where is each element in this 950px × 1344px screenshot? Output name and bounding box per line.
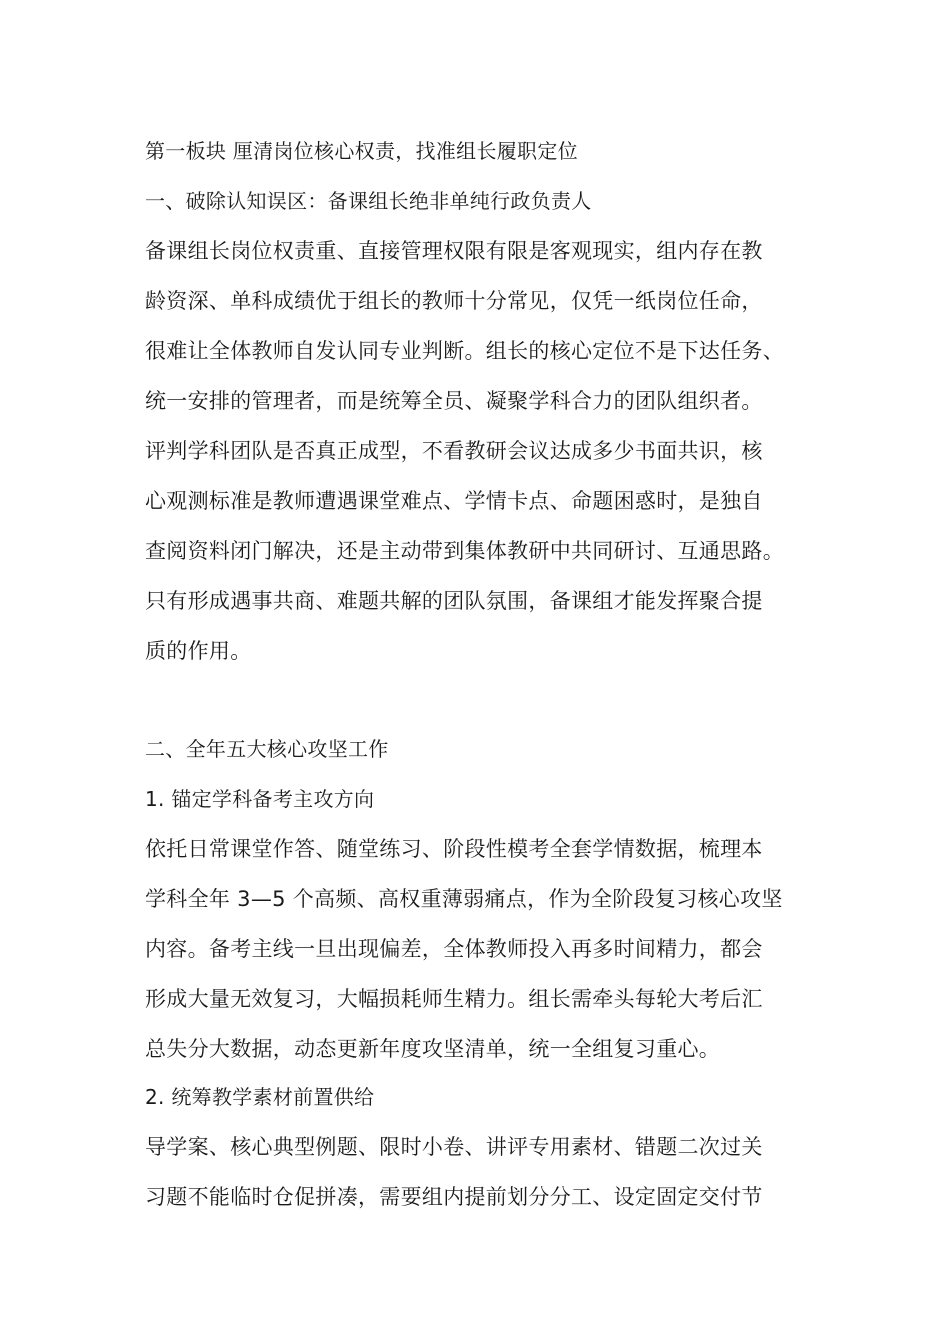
paragraph-line: 心观测标准是教师遭遇课堂难点、学情卡点、命题困惑时，是独自 xyxy=(145,489,763,513)
paragraph-line: 备课组长岗位权责重、直接管理权限有限是客观现实，组内存在教 xyxy=(145,239,763,263)
paragraph-line: 评判学科团队是否真正成型，不看教研会议达成多少书面共识，核 xyxy=(145,439,763,463)
paragraph-line: 质的作用。 xyxy=(145,639,252,663)
paragraph-line: 总失分大数据，动态更新年度攻坚清单，统一全组复习重心。 xyxy=(145,1037,721,1061)
paragraph-line: 习题不能临时仓促拼凑，需要组内提前划分分工、设定固定交付节 xyxy=(145,1185,763,1209)
paragraph-line: 学科全年 3—5 个高频、高权重薄弱痛点，作为全阶段复习核心攻坚 xyxy=(145,887,783,911)
paragraph-line: 查阅资料闭门解决，还是主动带到集体教研中共同研讨、互通思路。 xyxy=(145,539,784,563)
item-1-title: 1. 锚定学科备考主攻方向 xyxy=(145,787,375,811)
section-title: 第一板块 厘清岗位核心权责，找准组长履职定位 xyxy=(145,139,578,163)
paragraph-line: 内容。备考主线一旦出现偏差，全体教师投入再多时间精力，都会 xyxy=(145,937,763,961)
paragraph-line: 只有形成遇事共商、难题共解的团队氛围，备课组才能发挥聚合提 xyxy=(145,589,763,613)
paragraph-line: 龄资深、单科成绩优于组长的教师十分常见，仅凭一纸岗位任命， xyxy=(145,289,763,313)
paragraph-line: 很难让全体教师自发认同专业判断。组长的核心定位不是下达任务、 xyxy=(145,339,784,363)
paragraph-line: 统一安排的管理者，而是统筹全员、凝聚学科合力的团队组织者。 xyxy=(145,389,763,413)
item-2-title: 2. 统筹教学素材前置供给 xyxy=(145,1085,375,1109)
part-one-heading: 一、破除认知误区：备课组长绝非单纯行政负责人 xyxy=(145,189,592,213)
paragraph-line: 导学案、核心典型例题、限时小卷、讲评专用素材、错题二次过关 xyxy=(145,1135,763,1159)
paragraph-line: 形成大量无效复习，大幅损耗师生精力。组长需牵头每轮大考后汇 xyxy=(145,987,763,1011)
paragraph-line: 依托日常课堂作答、随堂练习、阶段性模考全套学情数据，梳理本 xyxy=(145,837,763,861)
part-two-heading: 二、全年五大核心攻坚工作 xyxy=(145,737,389,761)
